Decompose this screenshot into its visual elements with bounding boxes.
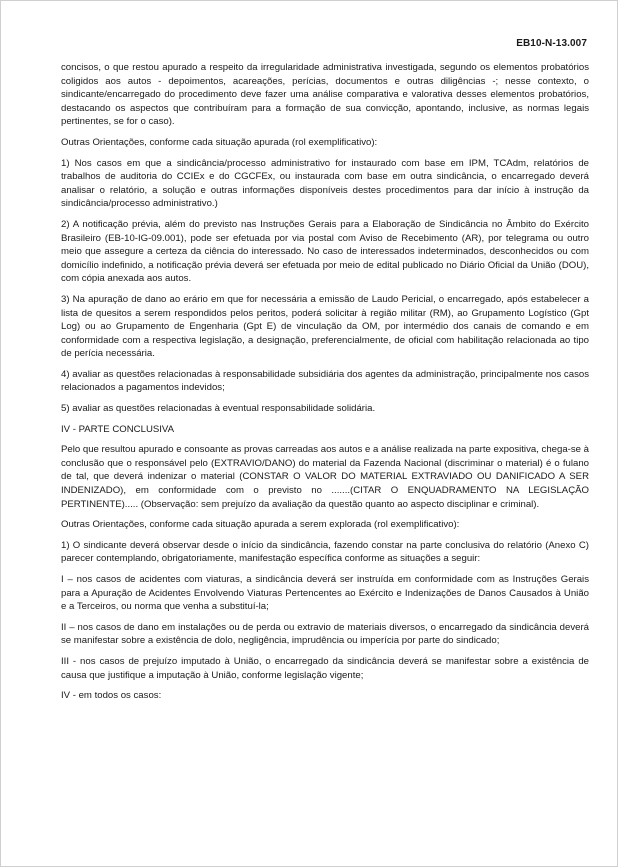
paragraph-conclusion-guidance-heading: Outras Orientações, conforme cada situação apurada a serem explorada (rol exemplificativo): xyxy=(61,519,460,531)
paragraph-analysis-continuation: concisos, o que restou apurado a respeito da irregularidade administrativa investigada, segundo os elementos probatórios coligidos aos autos - depoimentos, acareações, perícias, documentos e outras diligências -; nesse contexto, o sindicante/encarregado do procedimento deve fazer uma análise comparativa e valorativa desses elementos probatórios, destacando os aspectos que contribuíram para a formação de sua convicção, apontando, inclusive, as normas legais pertinentes, se for o caso). xyxy=(61,62,589,128)
paragraph-guidance-item-2: 2) A notificação prévia, além do previsto nas Instruções Gerais para a Elaboração de Sindicância no Âmbito do Exército Brasileiro (EB-10-IG-09.001), pode ser efetuada por via postal com Aviso de Recebimento (AR), por telegrama ou outro meio que assegure a certeza da ciência do interessado. No caso de interessados indeterminados, desconhecidos ou com domicílio indefinido, a notificação prévia deverá ser efetuada por meio de edital publicado no Diário Oficial da União (DOU), com cópia anexada aos autos. xyxy=(61,218,589,285)
paragraph-guidance-item-1: 1) Nos casos em que a sindicância/processo administrativo for instaurado com base em IPM, TCAdm, relatórios de trabalhos de auditoria do CCIEx e do CGCFEx, ou instaurada com base em outra sindicância, o encarregado deverá analisar o relatório, a solução e outras informações disponíveis destes procedimentos para dar início à instrução da sindicância/processo administrativo.) xyxy=(61,157,589,210)
paragraph-guidance-item-4: 4) avaliar as questões relacionadas à responsabilidade subsidiária dos agentes da administração, principalmente nos casos relacionados a pagamentos indevidos; xyxy=(61,368,589,394)
document-body xyxy=(61,61,589,710)
paragraph-conclusion-item-1: 1) O sindicante deverá observar desde o início da sindicância, fazendo constar na parte conclusiva do relatório (Anexo C) parecer contemplando, obrigatoriamente, manifestação específica conforme as situações a seguir: xyxy=(61,539,589,565)
paragraph-conclusion: Pelo que resultou apurado e consoante as provas carreadas aos autos e a análise realizada na parte expositiva, chega-se à conclusão que o responsável pelo (EXTRAVIO/DANO) do material da Fazenda Nacional (discriminar o material) é o fulano de tal, que deverá indenizar o material (CONSTAR O VALOR DO MATERIAL EXTRAVIADO OU DANIFICADO A SER INDENIZADO), em conformidade com o previsto no .......(CITAR O ENQUADRAMENTO NA LEGISLAÇÃO PERTINENTE)..... (Observação: sem prejuízo da avaliação da questão quanto ao aspecto disciplinar e criminal). xyxy=(61,444,589,510)
paragraph-guidance-item-3: 3) Na apuração de dano ao erário em que for necessária a emissão de Laudo Pericial, o encarregado, após estabelecer a lista de quesitos a serem respondidos pelos peritos, poderá solicitar à região militar (RM), ao Grupamento Logístico (Gpt Log) ou ao Grupamento de Engenharia (Gpt E) de vinculação da OM, por intermédio dos canais de comando e em conformidade com a respectiva legislação, a designação, preferencialmente, de oficial com habilitação relacionada ao tipo de perícia necessária. xyxy=(61,293,589,360)
paragraph-case-prejudice: III - nos casos de prejuízo imputado à União, o encarregado da sindicância deverá se manifestar sobre a existência de causa que justifique a imputação à União, conforme legislação vigente; xyxy=(61,655,589,681)
section-heading-conclusive-part: IV - PARTE CONCLUSIVA xyxy=(61,423,175,435)
document-code: EB10-N-13.007 xyxy=(516,38,587,49)
paragraph-case-all: IV - em todos os casos: xyxy=(61,690,162,702)
paragraph-case-vehicles: I – nos casos de acidentes com viaturas, a sindicância deverá ser instruída em conformidade com as Instruções Gerais para a Apuração de Acidentes Envolvendo Viaturas Pertencentes ao Exército e Indenizações de Danos Causados à União e a Terceiros, ou norma que venha a substituí-la; xyxy=(61,574,589,613)
paragraph-guidance-item-5: 5) avaliar as questões relacionadas à eventual responsabilidade solidária. xyxy=(61,403,376,415)
paragraph-case-damage: II – nos casos de dano em instalações ou de perda ou extravio de materiais diversos, o encarregado da sindicância deverá se manifestar sobre a existência de dolo, negligência, imprudência ou imperícia por parte do sindicado; xyxy=(61,621,589,647)
paragraph-other-guidance-heading: Outras Orientações, conforme cada situação apurada (rol exemplificativo): xyxy=(61,136,378,148)
